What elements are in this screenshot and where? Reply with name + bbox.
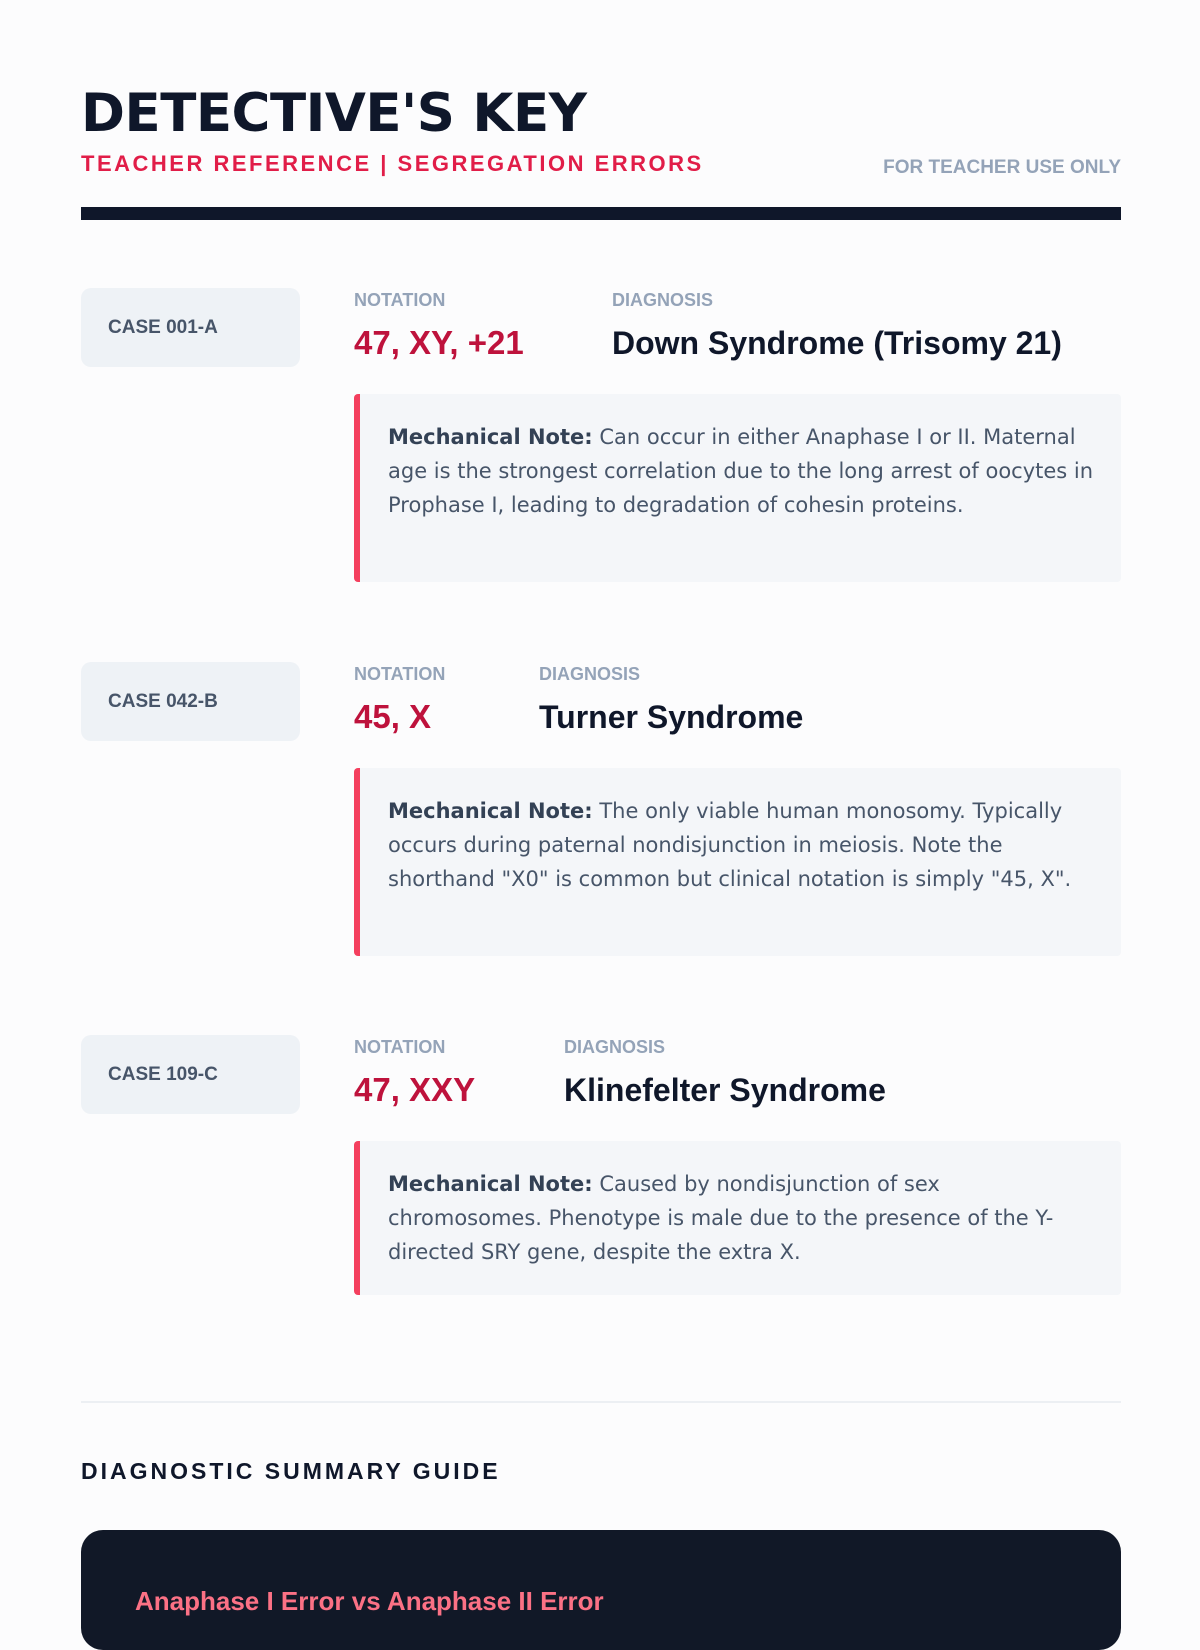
page-title: DETECTIVE'S KEY <box>81 83 587 144</box>
karyotype-notation: 45, X <box>354 698 432 735</box>
note-text: Caused by nondisjunction of sex chromosomes. Phenotype is male due to the presence of the Y-directed SRY gene, despite the extra X. <box>388 1172 1054 1264</box>
case-card <box>81 662 1121 957</box>
diagnosis-label: DIAGNOSIS <box>612 290 714 310</box>
note-prefix: Mechanical Note: <box>388 425 593 449</box>
case-id-badge: CASE 042-B <box>81 662 300 741</box>
diagnosis-value: Turner Syndrome <box>539 699 804 735</box>
diagnosis-label: DIAGNOSIS <box>539 664 641 684</box>
karyotype-notation: 47, XXY <box>354 1071 476 1108</box>
note-text: Can occur in either Anaphase I or II. Maternal age is the strongest correlation due to the long arrest of oocytes in Prophase I, leading to degradation of cohesin proteins. <box>388 425 1094 517</box>
summary-panel-heading: Anaphase I Error vs Anaphase II Error <box>135 1586 604 1616</box>
mechanical-note <box>354 1141 1121 1295</box>
case-card <box>81 288 1121 583</box>
diagnosis-value: Down Syndrome (Trisomy 21) <box>612 325 1062 361</box>
note-text: The only viable human monosomy. Typically occurs during paternal nondisjunction in meiosis. Note the shorthand "X0" is common but clinical notation is simply "45, X". <box>388 799 1072 891</box>
notation-label: NOTATION <box>354 1037 446 1057</box>
page-subtitle: TEACHER REFERENCE | SEGREGATION ERRORS <box>81 151 704 176</box>
diagnosis-value: Klinefelter Syndrome <box>564 1072 886 1108</box>
case-id-badge: CASE 109-C <box>81 1035 300 1114</box>
notation-label: NOTATION <box>354 664 446 684</box>
karyotype-notation: 47, XY, +21 <box>354 324 524 361</box>
section-divider <box>81 1401 1121 1403</box>
mechanical-note <box>354 768 1121 956</box>
summary-panel <box>81 1530 1121 1650</box>
note-prefix: Mechanical Note: <box>388 1172 593 1196</box>
note-prefix: Mechanical Note: <box>388 799 593 823</box>
header-rule <box>81 207 1121 220</box>
mechanical-note <box>354 394 1121 582</box>
diagnosis-label: DIAGNOSIS <box>564 1037 666 1057</box>
notation-label: NOTATION <box>354 290 446 310</box>
summary-heading: DIAGNOSTIC SUMMARY GUIDE <box>81 1458 501 1484</box>
case-card <box>81 1035 1121 1295</box>
teacher-only-label: FOR TEACHER USE ONLY <box>883 157 1121 178</box>
case-id-badge: CASE 001-A <box>81 288 300 367</box>
